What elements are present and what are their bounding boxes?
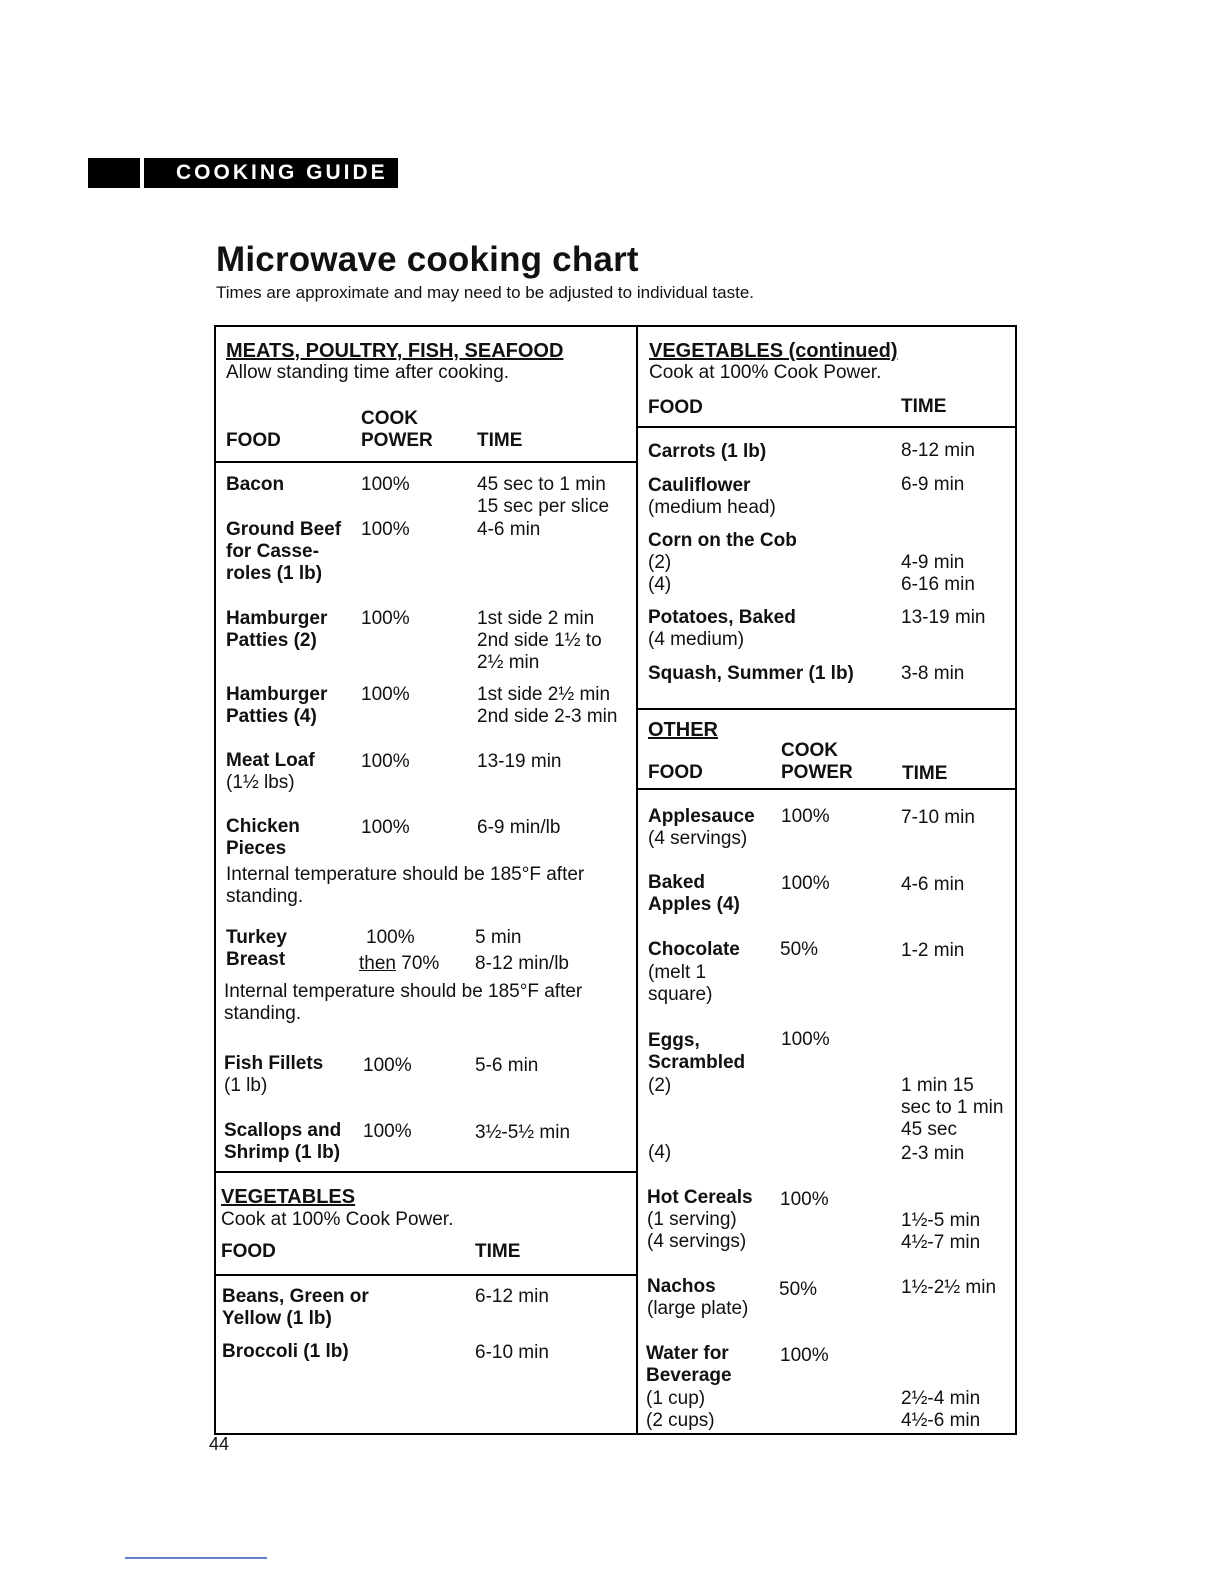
food-name: Fish Fillets	[224, 1053, 324, 1074]
col-power: POWER	[361, 430, 433, 451]
food-name: square)	[648, 984, 713, 1005]
cook-time: 45 sec	[901, 1119, 957, 1140]
food-name: Carrots (1 lb)	[648, 441, 767, 462]
food-name: Squash, Summer (1 lb)	[648, 663, 854, 684]
cook-time: 5 min	[475, 927, 522, 948]
other-heading: OTHER	[648, 719, 718, 741]
cook-time: 3½-5½ min	[475, 1122, 571, 1143]
col-time: TIME	[475, 1241, 521, 1262]
cook-time: 2-3 min	[901, 1143, 965, 1164]
food-name: Shrimp (1 lb)	[224, 1142, 341, 1163]
food-name: for Casse-	[226, 541, 319, 562]
food-note: standing.	[224, 1003, 302, 1024]
food-name: Beans, Green or	[222, 1286, 369, 1307]
vegetables-note: Cook at 100% Cook Power.	[221, 1209, 454, 1230]
meats-note: Allow standing time after cooking.	[226, 362, 510, 383]
food-name: Applesauce	[648, 806, 755, 827]
food-qty: (2)	[648, 1075, 672, 1096]
col-time: TIME	[477, 430, 523, 451]
food-name: Breast	[226, 949, 286, 970]
cook-time: 5-6 min	[475, 1055, 539, 1076]
cook-time: 1 min 15	[901, 1075, 974, 1096]
food-name: Water for	[646, 1343, 729, 1364]
col-food: FOOD	[221, 1241, 276, 1262]
page-title: Microwave cooking chart	[216, 240, 639, 279]
cook-time: 2nd side 1½ to	[477, 630, 602, 651]
col-food: FOOD	[648, 397, 703, 418]
cook-time: 15 sec per slice	[477, 496, 610, 517]
page-subtitle: Times are approximate and may need to be adjusted to individual taste.	[216, 283, 755, 302]
cook-time: 13-19 min	[901, 607, 986, 628]
cook-time: 6-16 min	[901, 574, 975, 595]
header-label: COOKING GUIDE	[150, 158, 398, 188]
cook-time: 6-9 min	[901, 474, 965, 495]
cook-power: 100%	[781, 806, 830, 827]
food-name: Beverage	[646, 1365, 732, 1386]
cook-power: 100%	[361, 817, 410, 838]
cook-time: 4½-7 min	[901, 1232, 981, 1253]
col-time: TIME	[901, 396, 947, 417]
cooking-chart-table	[214, 325, 1017, 1435]
section-header	[88, 158, 398, 188]
food-name: (large plate)	[647, 1298, 749, 1319]
food-name: (1 serving)	[647, 1209, 737, 1230]
cook-time: 1st side 2½ min	[477, 684, 611, 705]
food-name: Yellow (1 lb)	[222, 1308, 332, 1329]
food-name: Broccoli (1 lb)	[222, 1341, 349, 1362]
cook-power: 100%	[361, 474, 410, 495]
col-food: FOOD	[226, 430, 281, 451]
cook-power: 100%	[780, 1189, 829, 1210]
cook-time: 2½ min	[477, 652, 540, 673]
cook-time: 4-9 min	[901, 552, 965, 573]
veg-cont-heading: VEGETABLES (continued)	[649, 340, 898, 362]
food-note: standing.	[226, 886, 304, 907]
food-name: Scrambled	[648, 1052, 746, 1073]
cook-power: then 70%	[359, 953, 440, 974]
cook-time: 13-19 min	[477, 751, 562, 772]
cook-power: 50%	[780, 939, 819, 960]
veg-cont-note: Cook at 100% Cook Power.	[649, 362, 882, 383]
cook-power: 50%	[779, 1279, 818, 1300]
cook-time: 2nd side 2-3 min	[477, 706, 618, 727]
cook-time: 1st side 2 min	[477, 608, 595, 629]
food-name: Hamburger	[226, 684, 328, 705]
food-name: (1½ lbs)	[226, 772, 295, 793]
cook-time: 1½-2½ min	[901, 1277, 997, 1298]
food-name: (2 cups)	[646, 1410, 715, 1431]
food-name: Scallops and	[224, 1120, 342, 1141]
food-name: Apples (4)	[648, 894, 740, 915]
cook-power: 100%	[361, 684, 410, 705]
food-name: (4 servings)	[648, 828, 748, 849]
cook-time: 4½-6 min	[901, 1410, 981, 1431]
footer-rule	[125, 1557, 267, 1559]
cook-time: 4-6 min	[477, 519, 541, 540]
cook-time: 6-10 min	[475, 1342, 549, 1363]
food-name: (1 cup)	[646, 1388, 706, 1409]
cook-time: 6-12 min	[475, 1286, 549, 1307]
food-name: (melt 1	[648, 962, 707, 983]
food-name: Corn on the Cob	[648, 530, 797, 551]
food-qty: (2)	[648, 552, 672, 573]
cook-time: 45 sec to 1 min	[477, 474, 606, 495]
cook-time: 6-9 min/lb	[477, 817, 561, 838]
food-name: Hamburger	[226, 608, 328, 629]
food-name: Pieces	[226, 838, 287, 859]
col-cook: COOK	[781, 740, 838, 761]
col-power: POWER	[781, 762, 853, 783]
food-name: Turkey	[226, 927, 287, 948]
cook-time: 8-12 min/lb	[475, 953, 569, 974]
col-cook: COOK	[361, 408, 418, 429]
food-name: (4 servings)	[647, 1231, 747, 1252]
cook-power: 100%	[361, 751, 410, 772]
cook-power: 100%	[780, 1345, 829, 1366]
food-name: (medium head)	[648, 497, 776, 518]
col-food: FOOD	[648, 762, 703, 783]
cook-time: 4-6 min	[901, 874, 965, 895]
food-name: (4 medium)	[648, 629, 745, 650]
vegetables-heading: VEGETABLES	[221, 1186, 356, 1208]
food-name: Ground Beef	[226, 519, 342, 540]
food-name: (1 lb)	[224, 1075, 268, 1096]
food-name: Chicken	[226, 816, 300, 837]
cook-time: sec to 1 min	[901, 1097, 1004, 1118]
cook-time: 1½-5 min	[901, 1210, 981, 1231]
cook-power: 100%	[781, 1029, 830, 1050]
cook-time: 1-2 min	[901, 940, 965, 961]
cook-power: 100%	[361, 608, 410, 629]
food-name: roles (1 lb)	[226, 563, 323, 584]
food-name: Baked	[648, 872, 706, 893]
food-qty: (4)	[648, 574, 672, 595]
col-time: TIME	[902, 763, 948, 784]
cook-power: 100%	[366, 927, 415, 948]
cook-time: 7-10 min	[901, 807, 975, 828]
cook-time: 2½-4 min	[901, 1388, 981, 1409]
food-name: Chocolate	[648, 939, 740, 960]
food-name: Patties (2)	[226, 630, 317, 651]
cook-power: 100%	[781, 873, 830, 894]
food-name: Patties (4)	[226, 706, 317, 727]
page-number: 44	[209, 1434, 230, 1454]
cook-power: 100%	[361, 519, 410, 540]
food-note: Internal temperature should be 185°F after	[224, 981, 583, 1002]
food-qty: (4)	[648, 1142, 672, 1163]
cook-power: 100%	[363, 1121, 412, 1142]
food-name: Cauliflower	[648, 475, 751, 496]
food-note: Internal temperature should be 185°F after	[226, 864, 585, 885]
cook-time: 3-8 min	[901, 663, 965, 684]
food-name: Potatoes, Baked	[648, 607, 796, 628]
food-name: Hot Cereals	[647, 1187, 753, 1208]
header-block	[88, 158, 140, 188]
food-name: Meat Loaf	[226, 750, 315, 771]
cook-time: 8-12 min	[901, 440, 975, 461]
food-name: Bacon	[226, 474, 285, 495]
cook-power: 100%	[363, 1055, 412, 1076]
food-name: Nachos	[647, 1276, 716, 1297]
meats-heading: MEATS, POULTRY, FISH, SEAFOOD	[226, 340, 564, 362]
food-name: Eggs,	[648, 1030, 700, 1051]
